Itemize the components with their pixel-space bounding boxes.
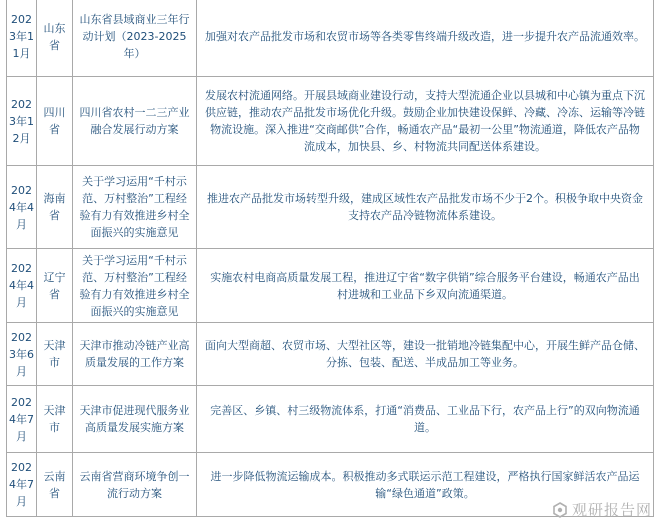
table-row xyxy=(7,249,654,323)
date-cell: 2024年4月 xyxy=(7,166,37,249)
date-cell: 2023年12月 xyxy=(7,77,37,166)
table-row xyxy=(7,323,654,386)
table-row xyxy=(7,77,654,166)
policy-content-cell: 发展农村流通网络。开展县域商业建设行动，支持大型流通企业以县城和中心镇为重点下沉供应链，推动农产品批发市场优化升级。鼓励企业加快建设保鲜、冷藏、冷冻、运输等冷链物流设施。深入推进“交商邮供”合作，畅通农产品“最初一公里”物流通道，降低农产品物流成本，加快县、乡、村物流共同配送体系建设。 xyxy=(197,77,654,166)
province-cell: 四川省 xyxy=(37,77,73,166)
policy-content-cell: 面向大型商超、农贸市场、大型社区等，建设一批销地冷链集配中心，开展生鲜产品仓储、分拣、包装、配送、半成品加工等业务。 xyxy=(197,323,654,386)
table-row xyxy=(7,0,654,77)
province-cell: 云南省 xyxy=(37,453,73,517)
policy-title-cell: 天津市促进现代服务业高质量发展实施方案 xyxy=(73,386,197,453)
policy-title-cell: 关于学习运用“千村示范、万村整治”工程经验有力有效推进乡村全面振兴的实施意见 xyxy=(73,166,197,249)
policy-title-cell: 云南省营商环境争创一流行动方案 xyxy=(73,453,197,517)
watermark-text: 观研报告网 xyxy=(571,501,652,519)
watermark xyxy=(552,499,652,520)
policy-content-cell: 完善区、乡镇、村三级物流体系，打通“消费品、工业品下行，农产品上行”的双向物流通道。 xyxy=(197,386,654,453)
hexagon-logo-icon xyxy=(552,502,568,518)
date-cell: 2024年4月 xyxy=(7,249,37,323)
date-cell: 2023年11月 xyxy=(7,0,37,77)
date-cell: 2023年6月 xyxy=(7,323,37,386)
policy-content-cell: 实施农村电商高质量发展工程，推进辽宁省“数字供销”综合服务平台建设，畅通农产品出村进城和工业品下乡双向流通渠道。 xyxy=(197,249,654,323)
province-cell: 海南省 xyxy=(37,166,73,249)
province-cell: 天津市 xyxy=(37,386,73,453)
province-cell: 辽宁省 xyxy=(37,249,73,323)
province-cell: 山东省 xyxy=(37,0,73,77)
province-cell: 天津市 xyxy=(37,323,73,386)
table-row xyxy=(7,166,654,249)
policy-content-cell: 推进农产品批发市场转型升级，建成区域性农产品批发市场不少于2个。积极争取中央资金支持农产品冷链物流体系建设。 xyxy=(197,166,654,249)
policy-content-cell: 加强对农产品批发市场和农贸市场等各类零售终端升级改造，进一步提升农产品流通效率。 xyxy=(197,0,654,77)
policy-table xyxy=(6,0,654,517)
policy-title-cell: 山东省县域商业三年行动计划（2023-2025年） xyxy=(73,0,197,77)
policy-content-cell: 进一步降低物流运输成本。积极推动多式联运示范工程建设，严格执行国家鲜活农产品运输“绿色通道”政策。 xyxy=(197,453,654,517)
date-cell: 2024年7月 xyxy=(7,386,37,453)
date-cell: 2024年7月 xyxy=(7,453,37,517)
policy-title-cell: 关于学习运用“千村示范、万村整治”工程经验有力有效推进乡村全面振兴的实施意见 xyxy=(73,249,197,323)
policy-title-cell: 天津市推动冷链产业高质量发展的工作方案 xyxy=(73,323,197,386)
policy-title-cell: 四川省农村一二三产业融合发展行动方案 xyxy=(73,77,197,166)
table-row xyxy=(7,386,654,453)
